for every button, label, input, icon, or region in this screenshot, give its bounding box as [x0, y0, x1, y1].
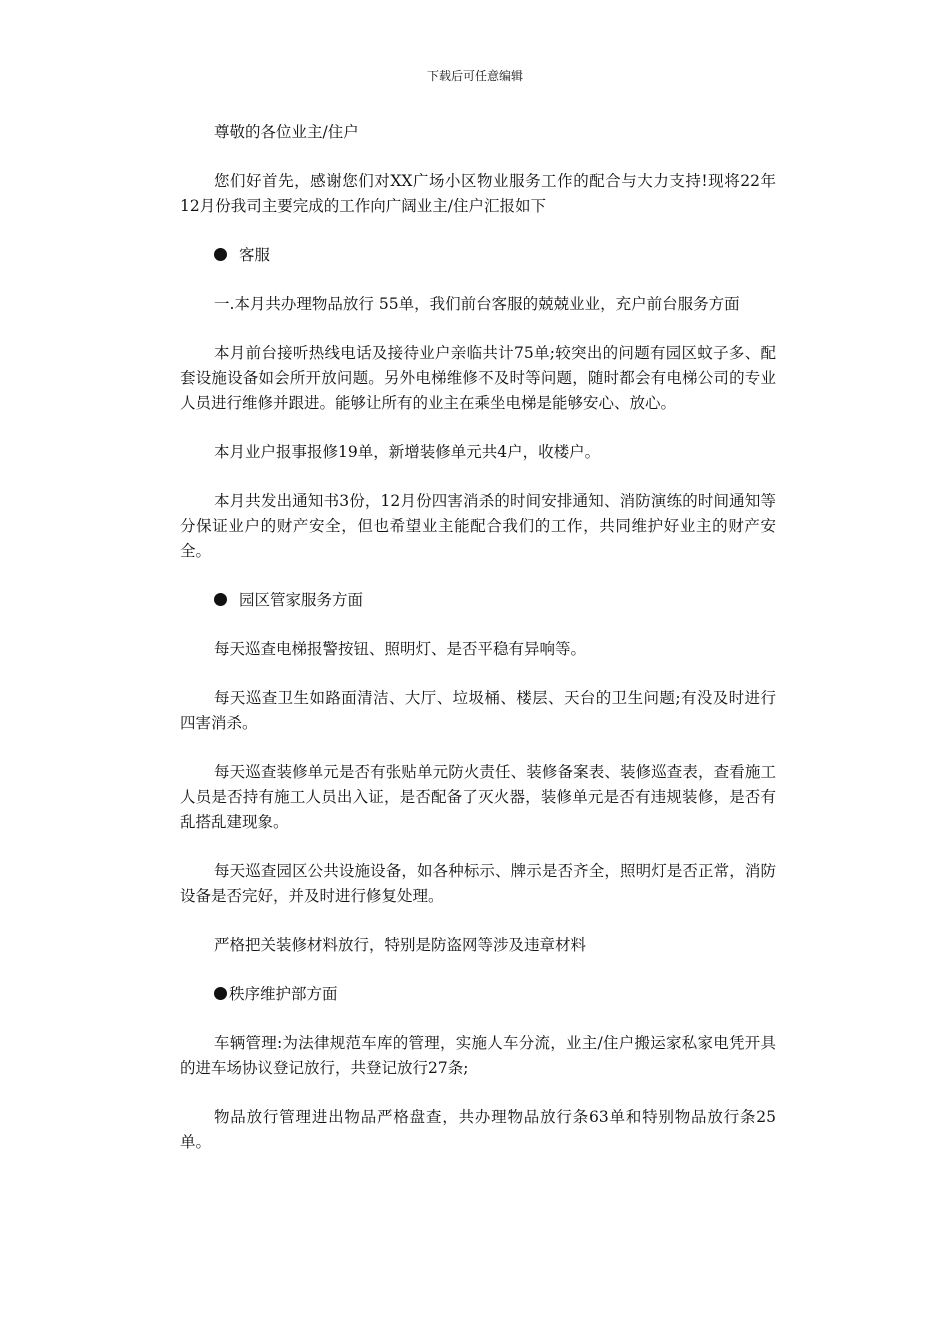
- document-body: [180, 120, 776, 1179]
- paragraph: 车辆管理:为法律规范车库的管理，实施人车分流，业主/住户搬运家私家电凭开具的进车场协议登记放行，共登记放行27条;: [180, 1034, 776, 1077]
- section-heading-customer-service: [180, 243, 776, 268]
- section-title: 秩序维护部方面: [229, 985, 338, 1003]
- paragraph: 严格把关装修材料放行，特别是防盗网等涉及违章材料: [214, 936, 587, 954]
- paragraph: 本月前台接听热线电话及接待业户亲临共计75单;较突出的问题有园区蚊子多、配套设施设备如会所开放问题。另外电梯维修不及时等问题，随时都会有电梯公司的专业人员进行维修并跟进。能够让所有的业主在乘坐电梯是能够安心、放心。: [180, 344, 776, 412]
- section-heading-order-maintenance: [180, 982, 776, 1007]
- greeting-line: 尊敬的各位业主/住户: [214, 123, 359, 141]
- section-title: 客服: [239, 246, 271, 264]
- filled-circle-bullet-icon: [214, 987, 227, 1000]
- paragraph: 每天巡查卫生如路面清洁、大厅、垃圾桶、楼层、天台的卫生问题;有没及时进行四害消杀。: [180, 689, 776, 732]
- filled-circle-bullet-icon: [214, 593, 227, 606]
- paragraph: 每天巡查园区公共设施设备，如各种标示、牌示是否齐全，照明灯是否正常，消防设备是否完好，并及时进行修复处理。: [180, 862, 776, 905]
- paragraph: 本月共发出通知书3份，12月份四害消杀的时间安排通知、消防演练的时间通知等分保证业户的财产安全，但也希望业主能配合我们的工作，共同维护好业主的财产安全。: [180, 492, 776, 560]
- section-heading-estate-butler: [180, 588, 776, 613]
- paragraph: 每天巡查电梯报警按钮、照明灯、是否平稳有异响等。: [214, 640, 587, 658]
- intro-paragraph: 您们好首先，感谢您们对XX广场小区物业服务工作的配合与大力支持!现将22年12月份我司主要完成的工作向广阔业主/住户汇报如下: [180, 172, 776, 215]
- paragraph: 物品放行管理进出物品严格盘查，共办理物品放行条63单和特别物品放行条25单。: [180, 1108, 776, 1151]
- section-title: 园区管家服务方面: [239, 591, 364, 609]
- paragraph: 本月业户报事报修19单，新增装修单元共4户，收楼户。: [214, 443, 601, 461]
- paragraph: 每天巡查装修单元是否有张贴单元防火责任、装修备案表、装修巡查表，查看施工人员是否持有施工人员出入证，是否配备了灭火器，装修单元是否有违规装修，是否有乱搭乱建现象。: [180, 763, 776, 831]
- filled-circle-bullet-icon: [214, 248, 227, 261]
- page-header-note: 下载后可任意编辑: [426, 69, 523, 83]
- paragraph: 一.本月共办理物品放行 55单，我们前台客服的兢兢业业，充户前台服务方面: [214, 295, 740, 313]
